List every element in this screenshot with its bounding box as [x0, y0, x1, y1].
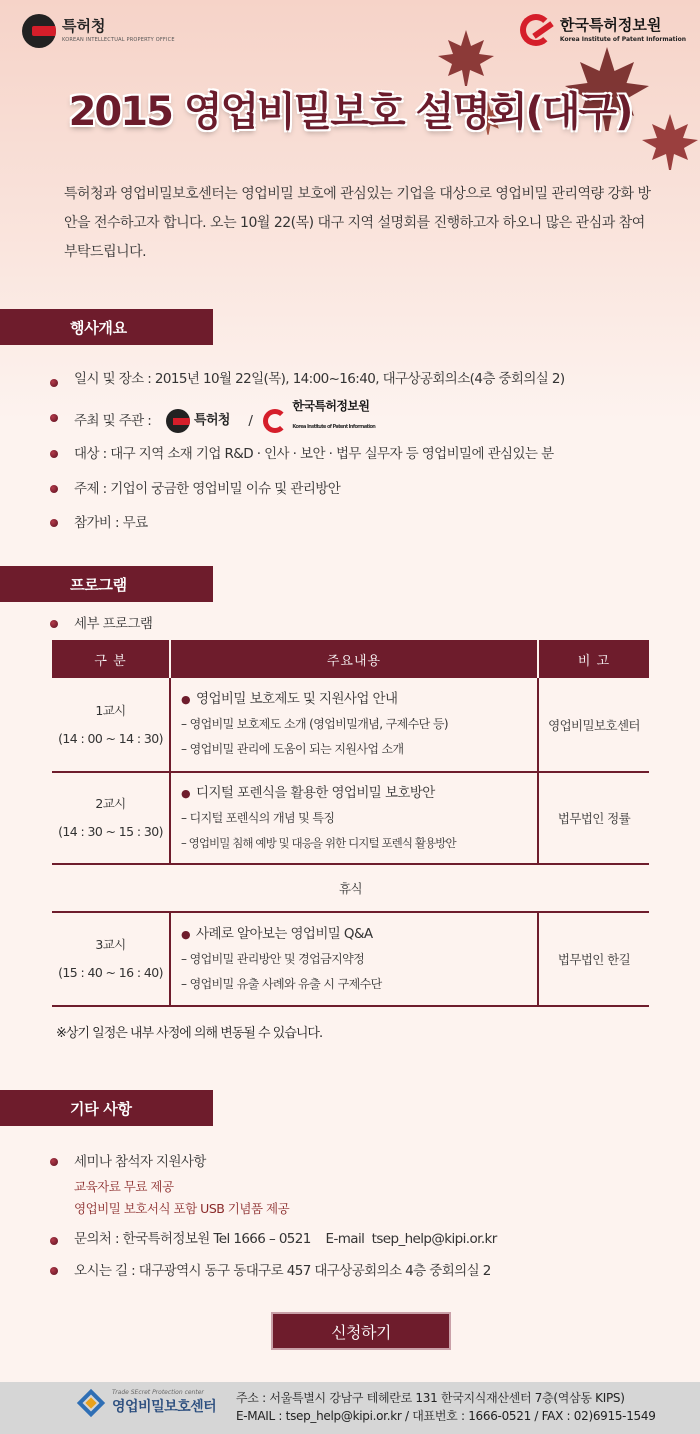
- kipi-logo-small-name: 한국특허정보원: [292, 399, 370, 413]
- session-period: 3교시: [95, 937, 126, 952]
- list-item: [50, 1150, 670, 1174]
- kipo-logo: [22, 14, 175, 48]
- session-content-cell: [170, 772, 538, 864]
- section-heading-other: 기타 사항: [0, 1090, 213, 1126]
- kipi-logo-small-sub: Korea Institute of Patent Information: [292, 424, 376, 430]
- table-row: [52, 772, 649, 864]
- program-table: [52, 640, 649, 1007]
- session-time: (14 : 30 ~ 15 : 30): [58, 824, 163, 839]
- other-list: [50, 1150, 670, 1174]
- apply-button[interactable]: 신청하기: [271, 1312, 451, 1350]
- overview-host-label: 주최 및 주관 :: [74, 413, 152, 429]
- session-note: 영업비밀보호센터: [538, 678, 649, 772]
- session-title: ● 영업비밀 보호제도 및 지원사업 안내: [181, 687, 537, 712]
- program-detail-label: 세부 프로그램: [74, 616, 153, 632]
- footer-logo-name: 영업비밀보호센터: [112, 1399, 217, 1415]
- list-item: [50, 436, 670, 472]
- session-time: (14 : 00 ~ 14 : 30): [58, 730, 163, 746]
- list-item: [50, 612, 350, 636]
- contact-info: 문의처 : 한국특허정보원 Tel 1666 – 0521 E-mail tsep_help@kipi.or.kr: [74, 1231, 497, 1247]
- column-header-period: 구 분: [52, 640, 170, 678]
- footer-contact: E-MAIL : tsep_help@kipi.or.kr / 대표번호 : 1666-0521 / FAX : 02)6915-1549: [236, 1409, 656, 1423]
- kipo-logo-sub: KOREAN INTELLECTUAL PROPERTY OFFICE: [62, 37, 175, 43]
- footer-logo-small: Trade SEcret Protection center: [112, 1389, 204, 1396]
- overview-fee: 참가비 : 무료: [74, 515, 148, 531]
- overview-datetime: 일시 및 장소 : 2015년 10월 22일(목), 14:00~16:40, 대구상공회의소(4층 중회의실 2): [74, 371, 565, 387]
- kipo-logo-small-name: 특허청: [194, 413, 230, 428]
- session-note: 법무법인 정률: [538, 772, 649, 864]
- section-heading-program: 프로그램: [0, 566, 213, 602]
- list-item: [50, 400, 670, 436]
- session-content-cell: [170, 912, 538, 1006]
- kipo-logo-name: 특허청: [62, 17, 106, 35]
- kipi-logo-sub: Korea Institute of Patent Information: [559, 35, 686, 43]
- footer-address: 주소 : 서울특별시 강남구 테헤란로 131 한국지식재산센터 7층(역삼동 KIPS): [236, 1391, 625, 1405]
- footer-logo: [78, 1389, 216, 1416]
- host-separator: /: [248, 413, 253, 429]
- table-row: [52, 678, 649, 772]
- footer-text: [236, 1389, 656, 1425]
- session-title: ● 디지털 포렌식을 활용한 영업비밀 보호방안: [181, 781, 537, 806]
- column-header-content: 주요내용: [170, 640, 538, 678]
- session-item: – 영업비밀 관리방안 및 경업금지약정: [181, 951, 365, 966]
- kipi-logo-name: 한국특허정보원: [559, 15, 662, 34]
- overview-list: [50, 366, 670, 540]
- kipi-logo: [520, 14, 686, 46]
- session-title: ● 사례로 알아보는 영업비밀 Q&A: [181, 922, 537, 947]
- page-title: 2015 영업비밀보호 설명회(대구): [68, 89, 632, 135]
- session-time: (15 : 40 ~ 16 : 40): [58, 965, 163, 980]
- session-item: – 영업비밀 보호제도 소개 (영업비밀개념, 구제수단 등): [181, 717, 448, 731]
- kipi-emblem-icon: [520, 14, 554, 46]
- section-heading-overview: 행사개요: [0, 309, 213, 345]
- list-item: [50, 472, 670, 506]
- session-period: 2교시: [95, 796, 126, 811]
- session-item: – 영업비밀 유출 사례와 유출 시 구제수단: [181, 976, 382, 991]
- support-lines: [50, 1176, 289, 1220]
- support-label: 세미나 참석자 지원사항: [74, 1154, 206, 1170]
- table-header-row: [52, 640, 649, 678]
- session-item: – 디지털 포렌식의 개념 및 특징: [181, 810, 335, 825]
- kipo-emblem-icon: [166, 409, 190, 433]
- list-item: [50, 1256, 670, 1286]
- intro-paragraph: 특허청과 영업비밀보호센터는 영업비밀 보호에 관심있는 기업을 대상으로 영업비밀 관리역량 강화 방안을 전수하고자 합니다. 오는 10월 22(목) 대구 지역 설명회를 진행하고자 하오니 많은 관심과 참여 부탁드립니다.: [64, 186, 651, 260]
- list-item: [50, 506, 670, 540]
- table-row: [52, 912, 649, 1006]
- session-period-cell: [52, 678, 170, 772]
- other-list-2: [50, 1226, 670, 1286]
- support-line: 교육자료 무료 제공: [74, 1179, 174, 1194]
- break-label: 휴식: [52, 864, 649, 912]
- tsc-emblem-icon: [78, 1390, 104, 1416]
- overview-target: 대상 : 대구 지역 소재 기업 R&D · 인사 · 보안 · 법무 실무자 등 영업비밀에 관심있는 분: [74, 446, 554, 462]
- list-item: [50, 366, 670, 400]
- table-row-break: [52, 864, 649, 912]
- schedule-note: ※상기 일정은 내부 사정에 의해 변동될 수 있습니다.: [56, 1026, 323, 1041]
- column-header-note: 비 고: [538, 640, 649, 678]
- session-period-cell: [52, 772, 170, 864]
- overview-topic: 주제 : 기업이 궁금한 영업비밀 이슈 및 관리방안: [74, 481, 341, 497]
- maple-leaf-icon: [436, 28, 496, 88]
- kipo-logo-small: [166, 406, 230, 436]
- session-content-cell: [170, 678, 538, 772]
- kipo-emblem-icon: [22, 14, 56, 48]
- directions: 오시는 길 : 대구광역시 동구 동대구로 457 대구상공회의소 4층 중회의실 2: [74, 1263, 491, 1279]
- kipi-emblem-icon: [263, 409, 287, 433]
- program-list: [50, 612, 350, 636]
- session-period-cell: [52, 912, 170, 1006]
- list-item: [50, 1226, 670, 1256]
- support-line: 영업비밀 보호서식 포함 USB 기념품 제공: [74, 1201, 290, 1216]
- session-item: – 영업비밀 관리에 도움이 되는 지원사업 소개: [181, 742, 404, 756]
- session-period: 1교시: [95, 702, 126, 718]
- session-item: – 영업비밀 침해 예방 및 대응을 위한 디지털 포렌식 활용방안: [181, 835, 456, 850]
- session-note: 법무법인 한길: [538, 912, 649, 1006]
